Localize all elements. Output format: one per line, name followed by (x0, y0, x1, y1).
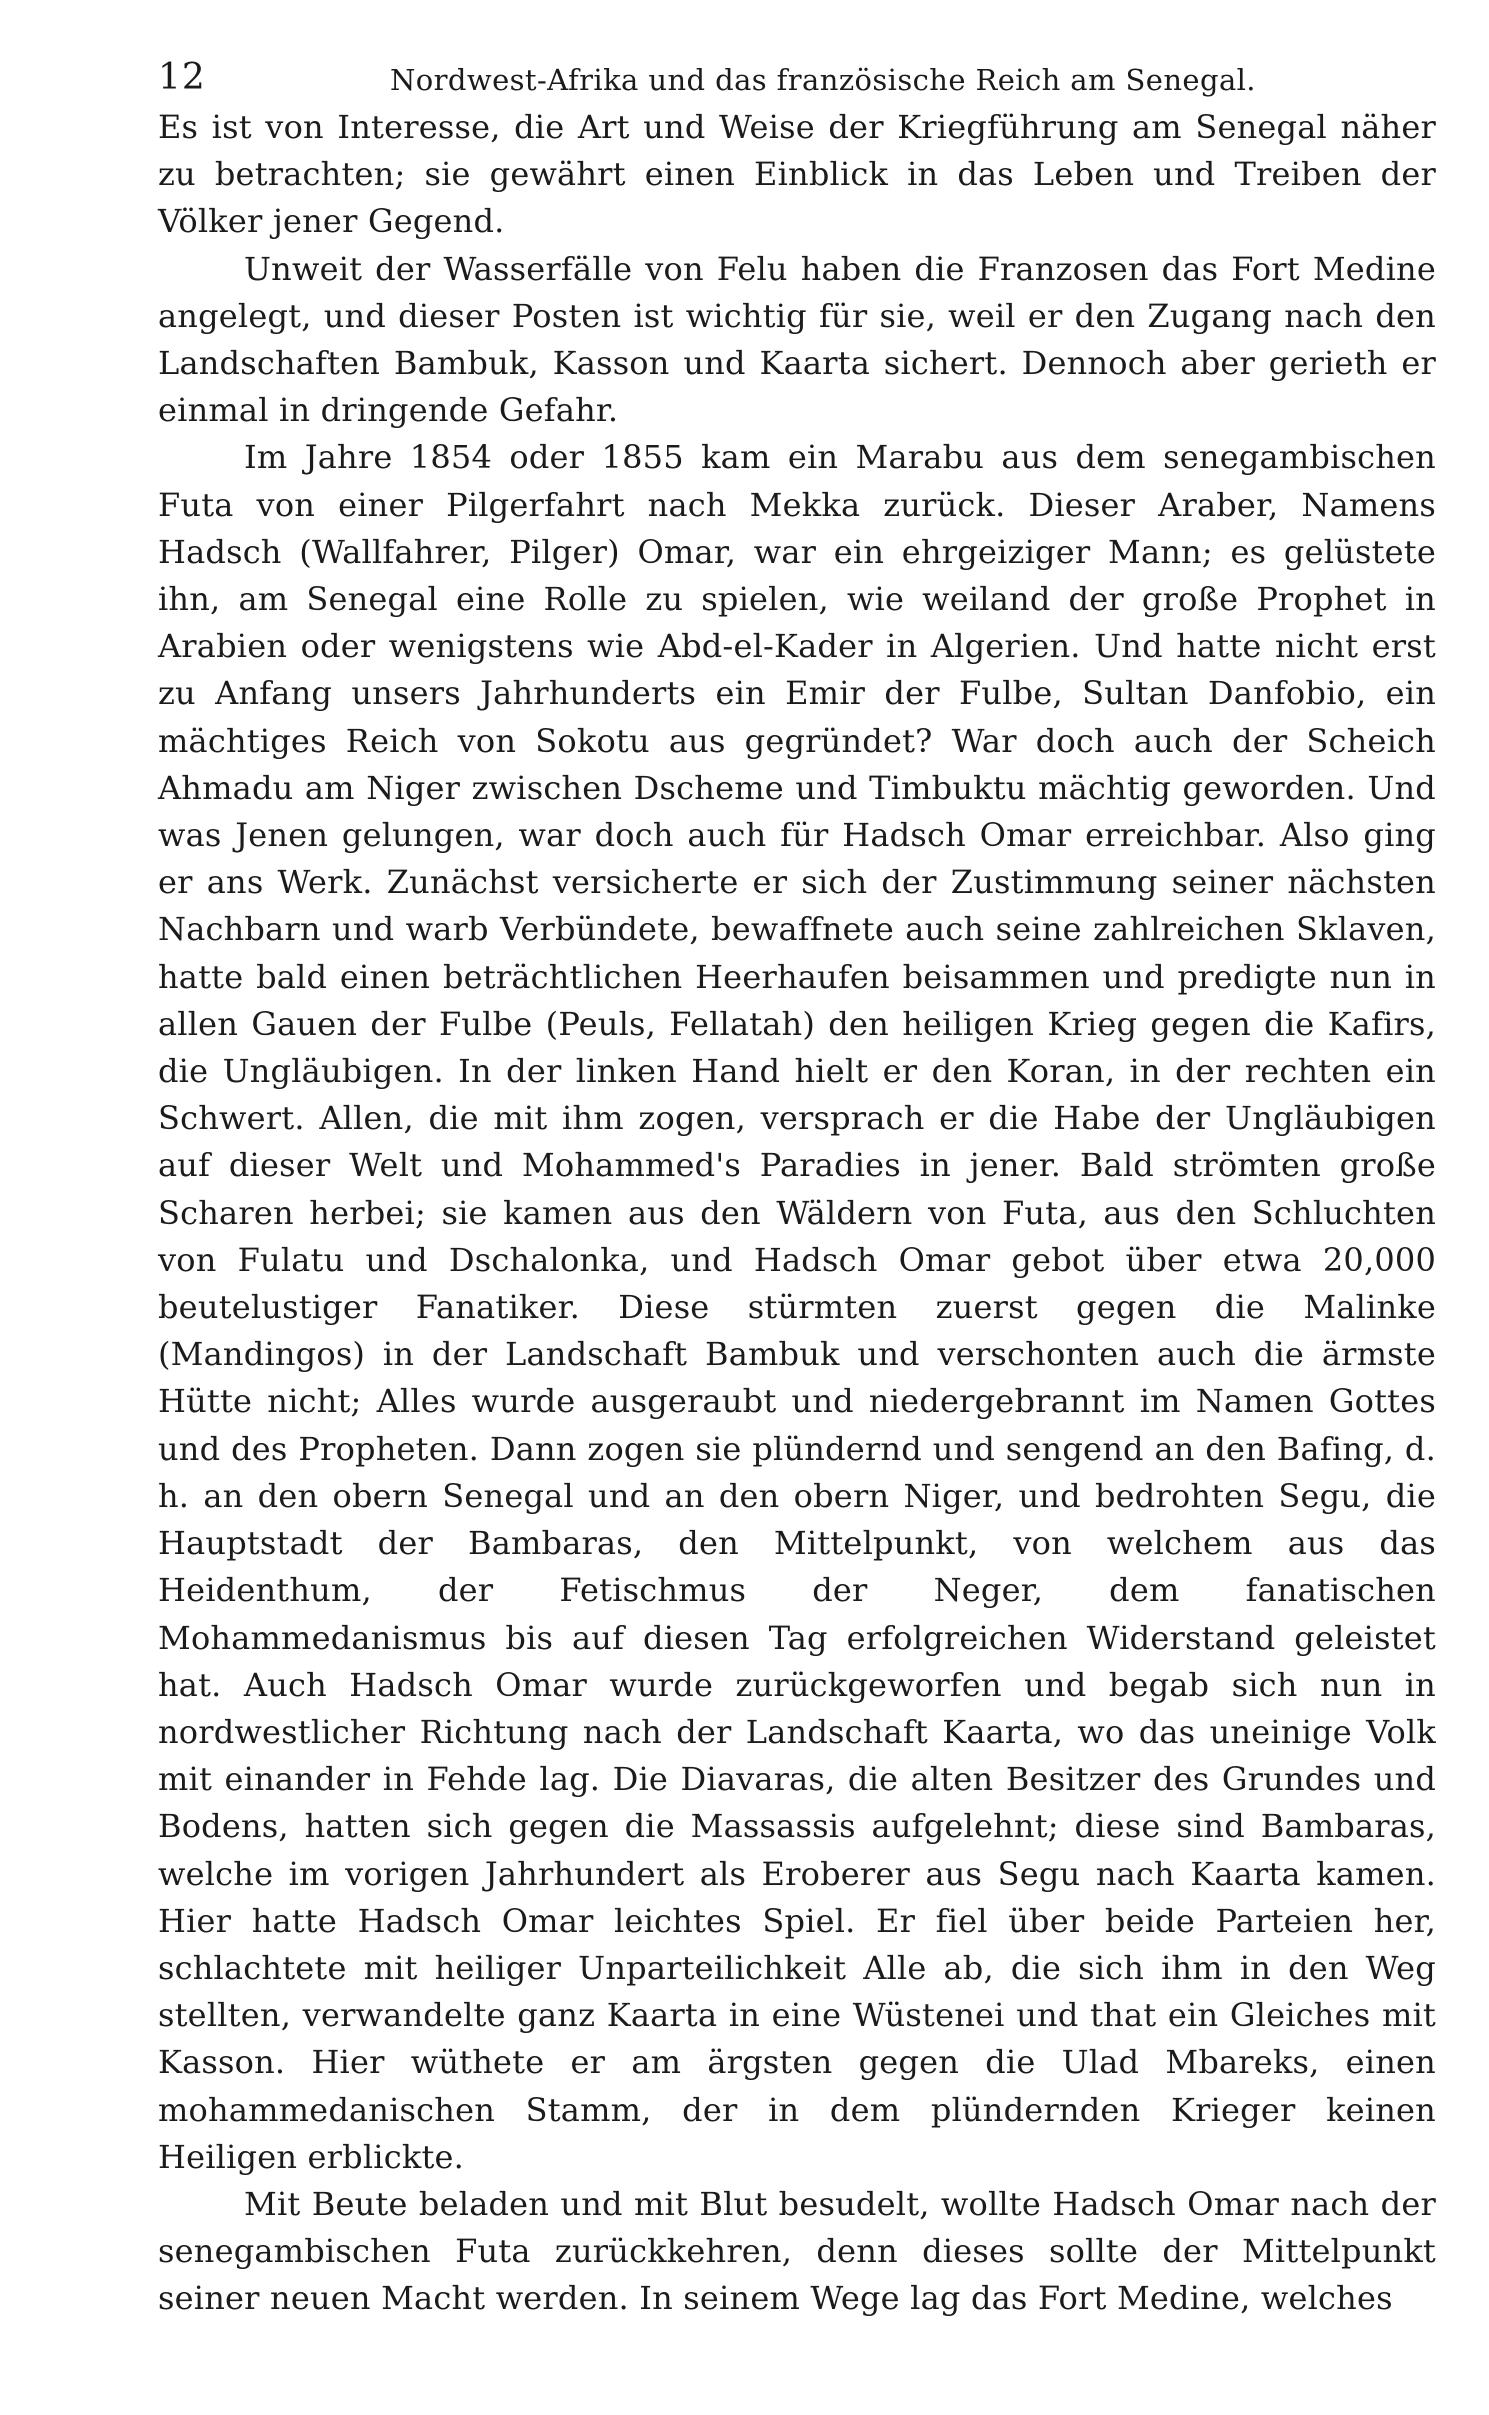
body-text (158, 104, 1436, 2323)
page-number: 12 (158, 57, 206, 98)
paragraph-3: Im Jahre 1854 oder 1855 kam ein Marabu aus dem senegambischen Futa von einer Pilgerfahrt nach Mekka zurück. Dieser Araber, Namens Hadsch (Wallfahrer, Pilger) Omar, war ein ehrgeiziger Mann; es gelüstete ihn, am Senegal eine Rolle zu spielen, wie weiland der große Prophet in Arabien oder wenigstens wie Abd-el-Kader in Algerien. Und hatte nicht erst zu Anfang unsers Jahrhunderts ein Emir der Fulbe, Sultan Danfobio, ein mächtiges Reich von Sokotu aus gegründet? War doch auch der Scheich Ahmadu am Niger zwischen Dscheme und Timbuktu mächtig geworden. Und was Jenen gelungen, war doch auch für Hadsch Omar erreichbar. Also ging er ans Werk. Zunächst versicherte er sich der Zustimmung seiner nächsten Nachbarn und warb Verbündete, bewaffnete auch seine zahlreichen Sklaven, hatte bald einen beträchtlichen Heerhaufen beisammen und predigte nun in allen Gauen der Fulbe (Peuls, Fellatah) den heiligen Krieg gegen die Kafirs, die Ungläubigen. In der linken Hand hielt er den Koran, in der rechten ein Schwert. Allen, die mit ihm zogen, versprach er die Habe der Ungläubigen auf dieser Welt und Mohammed's Paradies in jener. Bald strömten große Scharen herbei; sie kamen aus den Wäldern von Futa, aus den Schluchten von Fulatu und Dschalonka, und Hadsch Omar gebot über etwa 20,000 beutelustiger Fanatiker. Diese stürmten zuerst gegen die Malinke (Mandingos) in der Landschaft Bambuk und verschonten auch die ärmste Hütte nicht; Alles wurde ausgeraubt und niedergebrannt im Namen Gottes und des Propheten. Dann zogen sie plündernd und sengend an den Bafing, d. h. an den obern Senegal und an den obern Niger, und bedrohten Segu, die Hauptstadt der Bambaras, den Mittelpunkt, von welchem aus das Heidenthum, der Fetischmus der Neger, dem fanatischen Mohammedanismus bis auf diesen Tag erfolgreichen Widerstand geleistet hat. Auch Hadsch Omar wurde zurückgeworfen und begab sich nun in nordwestlicher Richtung nach der Landschaft Kaarta, wo das uneinige Volk mit einander in Fehde lag. Die Diavaras, die alten Besitzer des Grundes und Bodens, hatten sich gegen die Massassis aufgelehnt; diese sind Bambaras, welche im vorigen Jahrhundert als Eroberer aus Segu nach Kaarta kamen. Hier hatte Hadsch Omar leichtes Spiel. Er fiel über beide Parteien her, schlachtete mit heiliger Unparteilichkeit Alle ab, die sich ihm in den Weg stellten, verwandelte ganz Kaarta in eine Wüstenei und that ein Gleiches mit Kasson. Hier wüthete er am ärgsten gegen die Ulad Mbareks, einen mohammedanischen Stamm, der in dem plündernden Krieger keinen Heiligen erblickte. (158, 438, 1436, 2176)
paragraph-1: Es ist von Interesse, die Art und Weise der Kriegführung am Senegal näher zu betrachten; sie gewährt einen Einblick in das Leben und Treiben der Völker jener Gegend. (158, 108, 1436, 241)
running-title: Nordwest-Afrika und das französische Reich am Senegal. (390, 63, 1256, 97)
paragraph-4: Mit Beute beladen und mit Blut besudelt, wollte Hadsch Omar nach der senegambischen Futa zurückkehren, denn dieses sollte der Mittelpunkt seiner neuen Macht werden. In seinem Wege lag das Fort Medine, welches (158, 2184, 1436, 2318)
paragraph-2: Unweit der Wasserfälle von Felu haben die Franzosen das Fort Medine angelegt, und dieser Posten ist wichtig für sie, weil er den Zugang nach den Landschaften Bambuk, Kasson und Kaarta sichert. Dennoch aber gerieth er einmal in dringende Gefahr. (158, 249, 1436, 430)
running-header (158, 52, 1436, 104)
book-page (158, 52, 1436, 2323)
